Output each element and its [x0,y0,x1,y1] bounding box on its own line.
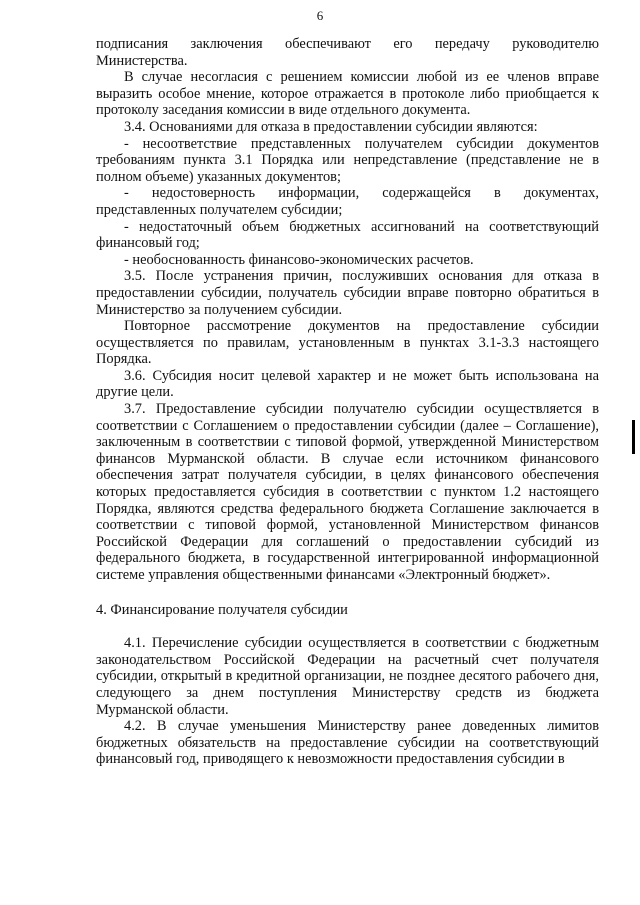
paragraph-resubmission: Повторное рассмотрение документов на предоставление субсидии осуществляется по правилам, установленным в пунктах 3.1-3.3 настоящего Порядка. [96,318,599,368]
document-body [96,36,599,768]
scan-edge-mark [632,420,635,454]
list-item-refusal-3: - недостаточный объем бюджетных ассигнований на соответствующий финансовый год; [96,218,599,252]
paragraph-3-6: 3.6. Субсидия носит целевой характер и не может быть использована на другие цели. [96,367,599,401]
list-item-refusal-4: - необоснованность финансово-экономических расчетов. [124,251,474,268]
paragraph-4-2: 4.2. В случае уменьшения Министерству ранее доведенных лимитов бюджетных обязательств на предоставление субсидии на соответствующий финансовый год, приводящего к невозможности предоставления субсидии в [96,718,599,768]
paragraph-3-5: 3.5. После устранения причин, послуживших основания для отказа в предоставлении субсидии, получатель субсидии вправе повторно обратиться в Министерство за получением субсидии. [96,268,599,318]
list-item-refusal-1: - несоответствие представленных получателем субсидии документов требованиям пункта 3.1 Порядка или непредставление (представление не в полном объеме) указанных документов; [96,135,599,185]
paragraph-3-7: 3.7. Предоставление субсидии получателю субсидии осуществляется в соответствии с Соглашением о предоставлении субсидии (далее – Соглашение), заключенным в соответствии с типовой формой, утвержденной Министерством финансов Мурманской области. В случае если источником финансового обеспечения затрат получателя субсидии, в целях финансового обеспечения которых предоставляется субсидия в соответствии с пунктом 1.2 настоящего Порядка, являются средства федерального бюджета Соглашение заключается в соответствии с типовой формой, установленной Министерством финансов Российской Федерации для соглашений о предоставлении субсидий из федерального бюджета, в государственной интегрированной информационной системе управления общественными финансами «Электронный бюджет». [96,401,599,583]
paragraph-3-4: 3.4. Основаниями для отказа в предоставлении субсидии являются: [124,118,538,135]
paragraph-4-1: 4.1. Перечисление субсидии осуществляется в соответствии с бюджетным законодательством Российской Федерации на расчетный счет получателя субсидии, открытый в кредитной организации, не позднее десятого рабочего дня, следующего за днем поступления Министерству средств из бюджета Мурманской области. [96,635,599,718]
list-item-refusal-2: - недостоверность информации, содержащейся в документах, представленных получателем субсидии; [96,185,599,218]
paragraph-dissent: В случае несогласия с решением комиссии любой из ее членов вправе выразить особое мнение, которое отражается в протоколе либо приобщается к протоколу заседания комиссии в виде отдельного документа. [96,69,599,119]
section-heading: 4. Финансирование получателя субсидии [96,601,348,618]
page-number: 6 [316,8,324,23]
paragraph-continuation: подписания заключения обеспечивают его передачу руководителю Министерства. [96,36,599,69]
